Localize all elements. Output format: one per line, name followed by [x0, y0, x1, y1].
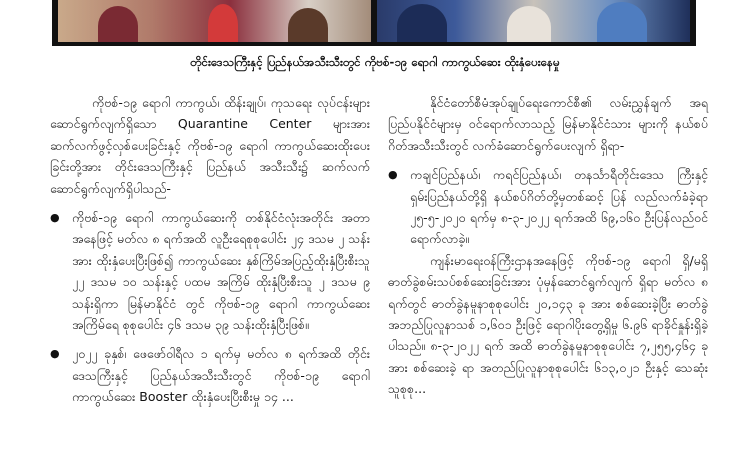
right-column: [388, 92, 708, 400]
photo-strip: [52, 0, 696, 46]
bullet-text: ကချင်ပြည်နယ်၊ ကရင်ပြည်နယ်၊ တနင်္သာရီတိုင်းဒေသ ကြီးနှင့် ရှမ်းပြည်နယ်တို့ရှိ နယ်စပ်ဂိတ်တို့မှတစ်ဆင့် ပြန် လည်လက်ခံခဲ့ရာ ၂၅-၅-၂၀၂၀ ရက်မှ ၈-၃-၂၀၂၂ ရက်အထိ ၆၉,၁၆၀ ဦးပြန်လည်ဝင်ရောက်လာခဲ့။: [410, 167, 708, 247]
bullet-dot-icon: ●: [50, 211, 60, 225]
left-bullet-vaccination: [50, 207, 370, 335]
right-testing-paragraph: ကျန်းမာရေးဝန်ကြီးဌာနအနေဖြင့် ကိုဗစ်-၁၉ ရောဂါ ရှိ/မရှိ ဓာတ်ခွဲစမ်းသပ်စစ်ဆေးခြင်းအား ပုံမှန်ဆောင်ရွက်လျက် ရှိရာ မတ်လ ၈ ရက်တွင် ဓာတ်ခွဲနမူနာစုစုပေါင်း ၂၀,၁၄၃ ခု အား စစ်ဆေးခဲ့ပြီး ဓာတ်ခွဲအဘည်ပြုလူနာသစ် ၁,၆၀၁ ဦးဖြင့် ရောဂါပိုးတွေ့ရှိမှု ၆.၉၆ ရာခိုင်နှုန်းရှိခဲ့ပါသည်။ ၈-၃-၂၀၂၂ ရက် အထိ ဓာတ်ခွဲနမူနာစုစုပေါင်း ၇,၂၅၅,၄၆၄ ခုအား စစ်ဆေးခဲ့ ရာ အတည်ပြုလူနာစုစုပေါင်း ၆၁၃,၀၂၁ ဦးနှင့် သေဆုံးသူစုစု...: [388, 252, 708, 397]
right-intro-paragraph: နိုင်ငံတော်စီမံအုပ်ချုပ်ရေးကောင်စီ၏ လမ်းညွှန်ချက် အရ ပြည်ပနိုင်ငံများမှ ဝင်ရောက်လာသည့် မြန်မာနိုင်ငံသား များကို နယ်စပ်ဂိတ်အသီးသီးတွင် လက်ခံဆောင်ရွက်ပေးလျက် ရှိရာ-: [388, 95, 708, 153]
bullet-text: ကိုဗစ်-၁၉ ရောဂါ ကာကွယ်ဆေးကို တစ်နိုင်ငံလုံးအတိုင်း အတာအနေဖြင့် မတ်လ ၈ ရက်အထိ လူဦးရေစုစုပေါင်း ၂၄ ဒသမ ၂ သန်းအား ထိုးနှံပေးပြီးဖြစ်၍ ကာကွယ်ဆေး နှစ်ကြိမ်အပြည့်ထိုးနှံပြီးစီးသူ ၂၂ ဒသမ ၁၀ သန်းနှင့် ပထမ အကြိမ် ထိုးနှံပြီးစီးသူ ၂ ဒသမ ၉ သန်းရှိကာ မြန်မာနိုင်ငံ တွင် ကိုဗစ်-၁၉ ရောဂါ ကာကွယ်ဆေးအကြိမ်ရေ စုစုပေါင်း ၄၆ ဒသမ ၃၉ သန်းထိုးနှံပြီးဖြစ်။: [72, 210, 370, 333]
left-column: [50, 92, 370, 408]
left-intro-paragraph: ကိုဗစ်-၁၉ ရောဂါ ကာကွယ်၊ ထိန်းချုပ်၊ ကုသရေး လုပ်ငန်းများဆောင်ရွက်လျက်ရှိသော Quarantine Center များအား ဆက်လက်ဖွင့်လှစ်ပေးခြင်းနှင့် ကိုဗစ်-၁၉ ရောဂါ ကာကွယ်ဆေးထိုးပေးခြင်းတို့အား တိုင်းဒေသကြီးနှင့် ပြည်နယ် အသီးသီး၌ ဆက်လက်ဆောင်ရွက်လျက်ရှိပါသည်-: [50, 95, 370, 196]
bullet-text: ၂၀၂၂ ခုနှစ်၊ ဖေဖော်ဝါရီလ ၁ ရက်မှ မတ်လ ၈ ရက်အထိ တိုင်းဒေသကြီးနှင့် ပြည်နယ်အသီးသီးတွင် ကိုဗစ်-၁၉ ရောဂါ ကာကွယ်ဆေး Booster ထိုးနှံပေးပြီးစီးမှု ၁၄ ...: [72, 346, 370, 405]
vaccination-photo-left: [58, 0, 371, 42]
bullet-dot-icon: ●: [50, 347, 60, 361]
left-bullet-booster: [50, 343, 370, 407]
vaccination-photo-right: [377, 0, 690, 42]
photo-caption: တိုင်းဒေသကြီးနှင့် ပြည်နယ်အသီးသီးတွင် ကိုဗစ်-၁၉ ရောဂါ ကာကွယ်ဆေး ထိုးနှံပေးနေမှု: [190, 55, 560, 69]
bullet-dot-icon: ●: [388, 168, 398, 182]
right-bullet-border-gates: [388, 164, 708, 250]
